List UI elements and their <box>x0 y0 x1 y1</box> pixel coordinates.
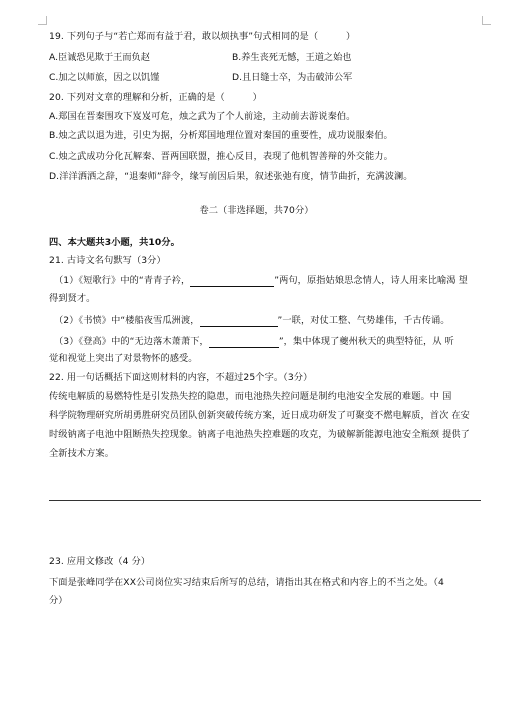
q21-item-1-prefix: （1）《短歌行》中的“青青子衿， <box>54 275 191 286</box>
q21-item-2 <box>54 315 450 327</box>
q21-item-2-prefix: （2）《书愤》中“楼船夜雪瓜洲渡， <box>54 315 200 326</box>
q21-stem: 21. 古诗文名句默写（3分） <box>49 255 166 266</box>
page-corner-mark <box>38 16 47 25</box>
q20-option-d: D.洋洋洒洒之辞，“退秦师”辞令，缘写前因后果，叙述张弛有度，情节曲折，充满波澜。 <box>49 171 413 182</box>
q19-option-d: D.且日缝士卒，为击破沛公军 <box>232 72 353 83</box>
q21-item-1-suffix: ”两句，原指姑娘思念情人，诗人用来比喻渴 望 <box>274 275 468 286</box>
q19-stem: 19. 下列句子与“若亡郑而有益于君，敢以烦执事”句式相同的是（ ） <box>49 31 356 42</box>
q22-material-line: 科学院物理研究所胡勇胜研究员团队创新突破传统方案，近日成功研发了可聚变不燃电解质，首次 在安 <box>49 410 470 421</box>
q20-option-b: B.烛之武以退为进，引史为据，分析郑国地理位置对秦国的重要性，成功说服秦伯。 <box>49 130 393 141</box>
answer-line[interactable] <box>49 500 481 501</box>
q19-option-b: B.养生丧死无憾，王道之始也 <box>232 52 352 63</box>
answer-blank[interactable] <box>190 277 274 287</box>
q21-item-2-suffix: ”一联，对仗工整、气势雄伟，千古传诵。 <box>277 315 450 326</box>
q21-item-3 <box>54 336 454 348</box>
q21-item-3-prefix: （3）《登高》中的“无边落木萧萧下， <box>54 336 209 347</box>
q20-option-a: A.郑国在晋秦围攻下岌岌可危，烛之武为了个人前途，主动前去游说秦伯。 <box>49 111 356 122</box>
q23-instruction-line: 下面是张峰同学在XX公司岗位实习结束后所写的总结，请指出其在格式和内容上的不当之处。（4 <box>49 577 444 588</box>
section-title: 卷二（非选择题，共70分） <box>199 205 314 216</box>
q23-stem: 23. 应用文修改（4 分） <box>49 556 151 567</box>
page-corner-mark <box>482 16 491 25</box>
q22-material-line: 时级钠离子电池中阻断热失控现象。钠离子电池热失控难题的攻克，为破解新能源电池安全瓶颈 提供了 <box>49 429 470 440</box>
q22-material-line: 全新技术方案。 <box>49 448 115 459</box>
answer-blank[interactable] <box>209 338 279 348</box>
q19-option-c: C.加之以师旅，因之以饥馑 <box>49 72 160 83</box>
answer-blank[interactable] <box>200 317 278 327</box>
q21-item-3-suffix: ”，集中体现了夔州秋天的典型特征，从 听 <box>278 336 454 347</box>
q20-stem: 20. 下列对文章的理解和分析，正确的是（ ） <box>49 92 262 103</box>
q21-item-1 <box>54 275 468 287</box>
q22-material-line: 传统电解质的易燃特性是引发热失控的隐患，而电池热失控问题是制约电池安全发展的难题。中 国 <box>49 391 452 402</box>
part-heading: 四、本大题共3小题，共10分。 <box>49 237 180 248</box>
q19-option-a: A.臣诚恐见欺于王而负赵 <box>49 52 150 63</box>
q21-item-3-continuation: 觉和视觉上突出了对景物怀的感受。 <box>49 353 198 364</box>
q20-option-c: C.烛之武成功分化瓦解秦、晋两国联盟，推心反目，表现了他机智善辩的外交能力。 <box>49 151 393 162</box>
q21-item-1-continuation: 得到贤才。 <box>49 293 96 304</box>
q23-instruction-line: 分） <box>49 595 68 606</box>
q22-stem: 22. 用一句话概括下面这则材料的内容，不超过25个字。（3分） <box>49 372 313 383</box>
